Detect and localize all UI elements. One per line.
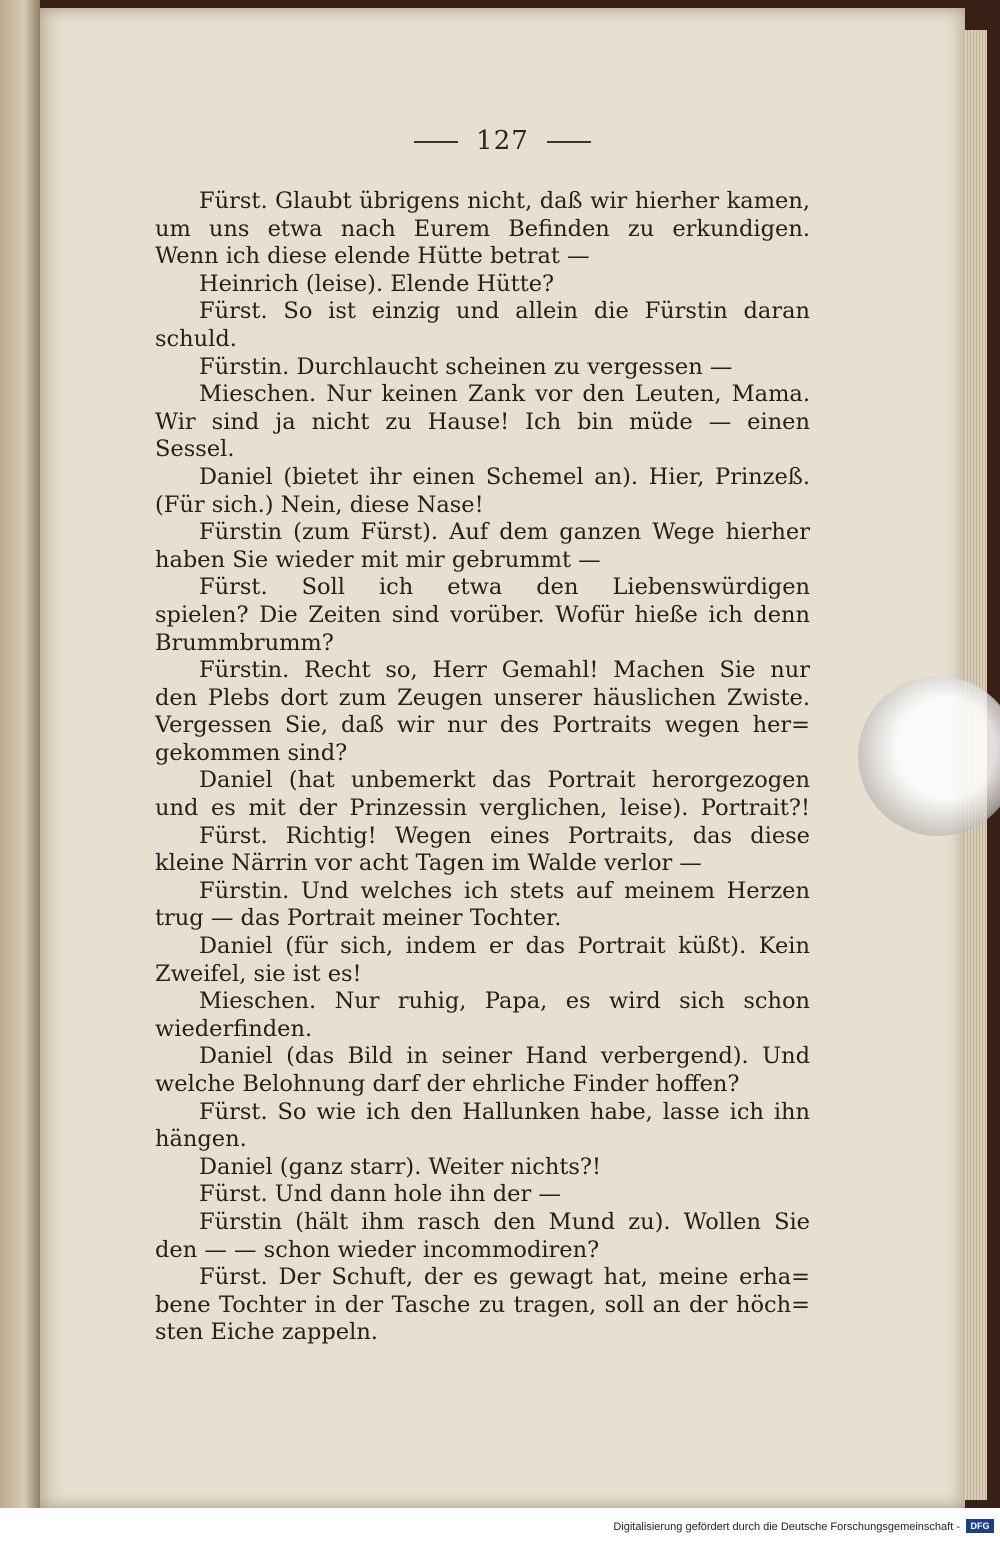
text-line: Mieschen. Nur ruhig, Papa, es wird sich schon: [199, 988, 810, 1015]
text-line: hängen.: [155, 1126, 247, 1153]
text-line: Daniel (bietet ihr einen Schemel an). Hier, Prinzeß.: [199, 463, 810, 490]
text-line: sten Eiche zappeln.: [155, 1319, 378, 1346]
text-line: Fürst. So ist einzig und allein die Fürstin daran: [199, 298, 810, 325]
text-line: Fürstin (zum Fürst). Auf dem ganzen Wege hierher: [199, 519, 810, 546]
text-line: Wir sind ja nicht zu Hause! Ich bin müde — einen: [155, 408, 810, 435]
footer-bar: [0, 1508, 1000, 1544]
page-header: [40, 126, 965, 156]
page-number: 127: [476, 126, 529, 156]
text-line: (Für sich.) Nein, diese Nase!: [155, 491, 484, 518]
text-line: Fürst. Glaubt übrigens nicht, daß wir hierher kamen,: [199, 188, 810, 214]
text-line: Wenn ich diese elende Hütte betrat —: [155, 243, 590, 270]
text-line: Daniel (ganz starr). Weiter nichts?!: [199, 1153, 602, 1180]
text-line: bene Tochter in der Tasche zu tragen, soll an der höch=: [155, 1291, 810, 1318]
text-line: Zweifel, sie ist es!: [155, 960, 362, 987]
left-page-edge: [0, 0, 40, 1544]
text-line: Fürst. Und dann hole ihn der —: [199, 1181, 561, 1208]
text-line: kleine Närrin vor acht Tagen im Walde verlor —: [155, 850, 702, 877]
dfg-logo: DFG: [966, 1519, 994, 1533]
text-line: Fürst. Der Schuft, der es gewagt hat, meine erha=: [199, 1264, 810, 1291]
text-line: gekommen sind?: [155, 739, 348, 766]
text-line: Fürstin. Durchlaucht scheinen zu vergessen —: [199, 353, 733, 380]
text-line: Heinrich (leise). Elende Hütte?: [199, 270, 555, 297]
text-line: Mieschen. Nur keinen Zank vor den Leuten, Mama.: [199, 381, 810, 408]
text-line: Sessel.: [155, 436, 235, 463]
funding-note: Digitalisierung gefördert durch die Deutsche Forschungsgemeinschaft -: [613, 1521, 960, 1533]
header-ornament-left: [414, 141, 458, 143]
text-line: spielen? Die Zeiten sind vorüber. Wofür hieße ich denn: [155, 601, 810, 628]
text-line: Fürst. Soll ich etwa den Liebenswürdigen: [199, 574, 810, 601]
text-line: trug — das Portrait meiner Tochter.: [155, 905, 562, 932]
text-line: den — — schon wieder incommodiren?: [155, 1236, 600, 1263]
text-line: welche Belohnung darf der ehrliche Finder hoffen?: [155, 1071, 740, 1097]
text-line: Daniel (das Bild in seiner Hand verbergend). Und: [199, 1043, 810, 1070]
header-ornament-right: [547, 141, 591, 143]
text-line: und es mit der Prinzessin verglichen, leise). Portrait?!: [155, 795, 810, 822]
text-line: den Plebs dort zum Zeugen unserer häuslichen Zwiste.: [155, 684, 810, 711]
text-line: Daniel (hat unbemerkt das Portrait herorgezogen: [199, 767, 810, 794]
text-line: Vergessen Sie, daß wir nur des Portraits wegen her=: [155, 712, 810, 739]
text-line: Fürstin (hält ihm rasch den Mund zu). Wollen Sie: [199, 1208, 810, 1235]
text-line: Fürstin. Und welches ich stets auf meinem Herzen: [199, 877, 810, 904]
text-line: Daniel (für sich, indem er das Portrait küßt). Kein: [199, 933, 810, 960]
book-page: [40, 8, 965, 1508]
text-line: Fürst. So wie ich den Hallunken habe, lasse ich ihn: [199, 1098, 810, 1125]
page-text: [155, 188, 810, 1347]
text-line: Fürst. Richtig! Wegen eines Portraits, das diese: [199, 822, 810, 849]
text-line: haben Sie wieder mit mir gebrummt —: [155, 546, 601, 573]
text-line: Brummbrumm?: [155, 629, 334, 656]
text-line: schuld.: [155, 325, 237, 352]
text-line: wiederfinden.: [155, 1015, 313, 1042]
text-line: um uns etwa nach Eurem Befinden zu erkundigen.: [155, 215, 810, 242]
text-line: Fürstin. Recht so, Herr Gemahl! Machen Sie nur: [199, 657, 810, 684]
